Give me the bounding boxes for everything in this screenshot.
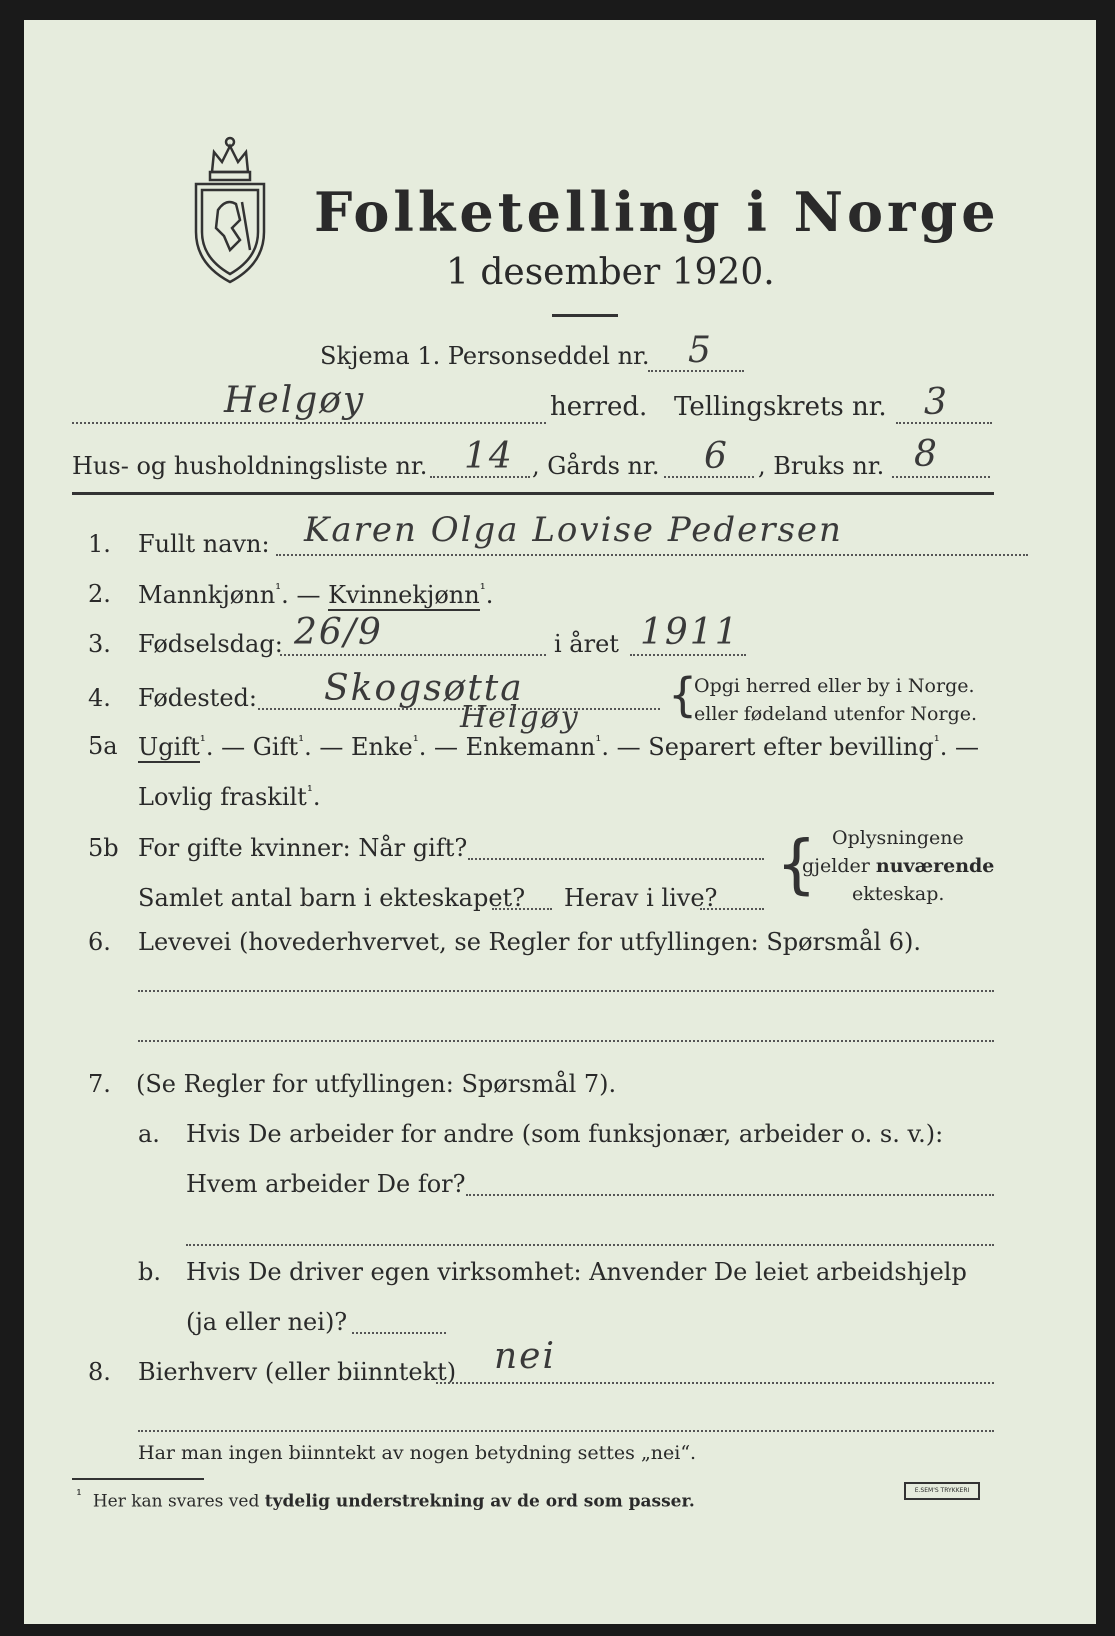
q6-label: Levevei (hovederhvervet, se Regler for utfyllingen: Spørsmål 6). <box>138 928 922 956</box>
q4-label: Fødested: <box>138 684 257 712</box>
gards-label: , Gårds nr. <box>532 452 660 480</box>
option-separert[interactable]: Separert efter bevilling <box>648 733 934 761</box>
bruks-line <box>892 476 990 478</box>
census-date: 1 desember 1920. <box>446 252 775 293</box>
q1-number: 1. <box>88 530 111 558</box>
option-mannkjonn[interactable]: Mannkjønn <box>138 581 276 609</box>
q4-note-line1: Opgi herred eller by i Norge. <box>694 675 975 697</box>
children-alive-line[interactable] <box>700 908 764 910</box>
employer-line[interactable] <box>466 1194 994 1196</box>
q3-number: 3. <box>88 630 111 658</box>
q5b-note-line1: Oplysningene <box>832 827 964 849</box>
livelihood-line-2[interactable] <box>138 1040 994 1042</box>
q5b-brace: { <box>776 828 817 902</box>
q5a-number: 5a <box>88 732 118 760</box>
side-income-line <box>436 1382 994 1384</box>
option-gift[interactable]: Gift <box>252 733 299 761</box>
option-lovlig-fraskilt[interactable]: Lovlig fraskilt$^{^1}$. <box>138 782 321 811</box>
option-enkemann[interactable]: Enkemann <box>465 733 596 761</box>
q5b-number: 5b <box>88 834 119 862</box>
birthplace-value-2[interactable]: Helgøy <box>460 700 580 735</box>
q8-number: 8. <box>88 1358 111 1386</box>
option-enke[interactable]: Enke <box>351 733 413 761</box>
nei-note: Har man ingen biinntekt av nogen betydning settes „nei“. <box>138 1442 697 1464</box>
schema-label: Skjema 1. Personseddel nr. <box>320 342 650 370</box>
children-total-label: Samlet antal barn i ekteskapet? <box>138 884 526 912</box>
bruks-label: , Bruks nr. <box>758 452 885 480</box>
section-divider <box>72 492 994 495</box>
q3-label: Fødselsdag: <box>138 630 283 658</box>
q2-number: 2. <box>88 580 111 608</box>
side-income-line-2[interactable] <box>138 1430 994 1432</box>
children-alive-label: Herav i live? <box>564 884 718 912</box>
norwegian-coat-of-arms-icon <box>190 132 270 284</box>
bruks-value[interactable]: 8 <box>914 434 939 475</box>
birth-year-value[interactable]: 1911 <box>640 612 740 653</box>
q5b-note-line3: ekteskap. <box>852 883 945 905</box>
side-income-value[interactable]: nei <box>494 1336 557 1377</box>
q6-number: 6. <box>88 928 111 956</box>
q7b-letter: b. <box>138 1258 161 1286</box>
livelihood-line-1[interactable] <box>138 990 994 992</box>
husliste-label: Hus- og husholdningsliste nr. <box>72 452 428 480</box>
schema-number-value[interactable]: 5 <box>688 330 713 371</box>
q8-label: Bierhverv (eller biinntekt) <box>138 1358 457 1386</box>
q4-brace: { <box>668 668 698 722</box>
printer-stamp: E.SEM'S TRYKKERI <box>904 1482 980 1500</box>
birthday-value[interactable]: 26/9 <box>294 612 383 653</box>
q7a-employer-label: Hvem arbeider De for? <box>186 1170 466 1198</box>
q4-note-line2: eller fødeland utenfor Norge. <box>694 703 978 725</box>
footnote: ¹ Her kan svares ved tydelig understrekning av de ord som passer. <box>76 1486 695 1512</box>
tellingskrets-label: Tellingskrets nr. <box>674 392 887 422</box>
q7-number: 7. <box>88 1070 111 1098</box>
q7b-text: Hvis De driver egen virksomhet: Anvender De leiet arbeidshjelp <box>186 1258 967 1286</box>
gender-options[interactable]: Mannkjønn$^{^1}$. — Kvinnekjønn$^{^1}$. <box>138 580 494 609</box>
footnote-divider <box>72 1478 204 1480</box>
herred-line <box>72 422 546 424</box>
birthday-line <box>280 654 546 656</box>
year-label: i året <box>554 630 619 658</box>
year-line <box>630 654 746 656</box>
herred-value[interactable]: Helgøy <box>224 380 366 421</box>
birthplace-value[interactable]: Skogsøtta <box>324 668 524 709</box>
employer-line-2[interactable] <box>186 1244 994 1246</box>
option-ugift[interactable]: Ugift <box>138 733 200 761</box>
gards-value[interactable]: 6 <box>704 436 729 477</box>
married-when-label: For gifte kvinner: Når gift? <box>138 834 468 862</box>
q7-label: (Se Regler for utfyllingen: Spørsmål 7). <box>136 1070 617 1098</box>
children-total-line[interactable] <box>492 908 552 910</box>
marital-status-options[interactable]: Ugift$^{^1}$. — Gift$^{^1}$. — Enke$^{^1}$. — Enkemann$^{^1}$. — Separert efter bevilling$^{^1}$. — <box>138 732 980 761</box>
q5b-note-line2: gjelder nuværende <box>802 855 995 877</box>
husliste-value[interactable]: 14 <box>464 436 514 477</box>
q7a-letter: a. <box>138 1120 160 1148</box>
title-divider <box>552 314 618 317</box>
q7a-text: Hvis De arbeider for andre (som funksjonær, arbeider o. s. v.): <box>186 1120 944 1148</box>
married-when-line[interactable] <box>468 858 764 860</box>
tellingskrets-value[interactable]: 3 <box>924 382 949 423</box>
q1-label: Fullt navn: <box>138 530 270 558</box>
q4-number: 4. <box>88 684 111 712</box>
herred-label: herred. <box>550 392 648 422</box>
q7b-hired-help-label: (ja eller nei)? <box>186 1308 348 1336</box>
option-kvinnekjonn[interactable]: Kvinnekjønn <box>328 581 480 609</box>
form-title: Folketelling i Norge <box>314 180 1000 244</box>
hired-help-line[interactable] <box>352 1332 446 1334</box>
census-form-page <box>24 20 1096 1624</box>
full-name-value[interactable]: Karen Olga Lovise Pedersen <box>304 510 843 550</box>
q1-line <box>276 554 1028 556</box>
